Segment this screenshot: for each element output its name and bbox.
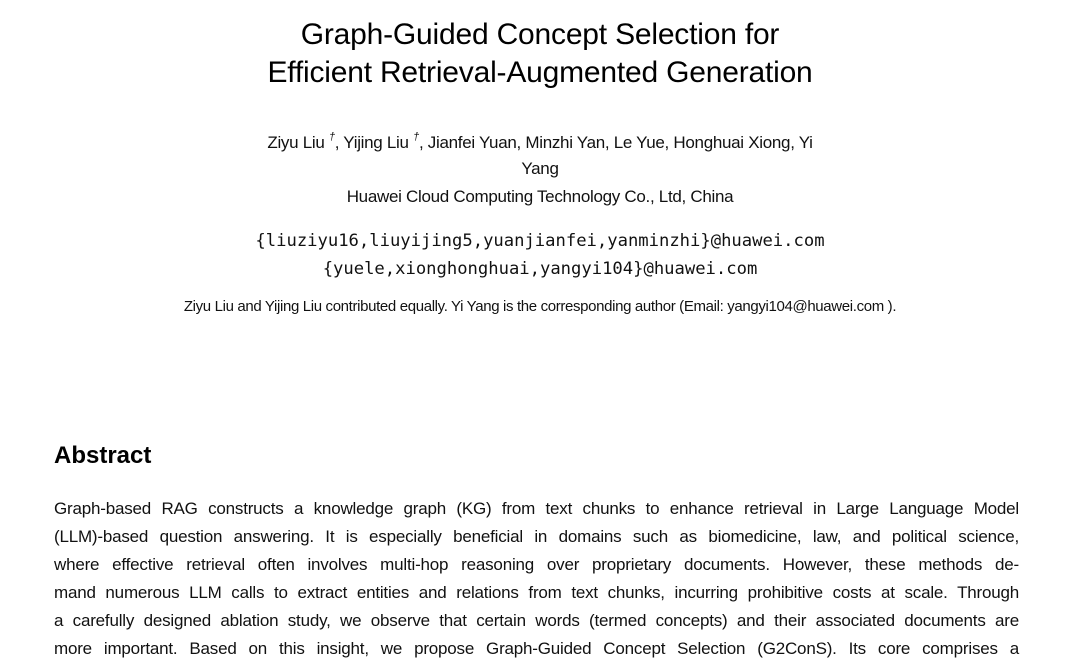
author-name: , Yijing Liu [334, 133, 409, 152]
paper-title-line-2: Efficient Retrieval-Augmented Generation [267, 56, 813, 89]
email-line-2: {yuele,xionghonghuai,yangyi104}@huawei.com [322, 259, 758, 279]
contribution-note: Ziyu Liu and Yijing Liu contributed equally. Yi Yang is the corresponding author (Email: yangyi104@huawei.com ). [183, 298, 897, 315]
author-name: Ziyu Liu [267, 133, 325, 152]
abstract-line: (LLM)-based question answering. It is especially beneficial in domains such as biomedicine, law, and political science, [54, 527, 1019, 546]
equal-contribution-mark: † [413, 131, 419, 143]
email-line-1: {liuziyu16,liuyijing5,yuanjianfei,yanminzhi}@huawei.com [255, 231, 825, 251]
paper-title-line-1: Graph-Guided Concept Selection for [300, 18, 780, 51]
author-list-line-1 [0, 131, 1080, 153]
abstract-heading: Abstract [54, 442, 152, 469]
abstract-line: a carefully designed ablation study, we observe that certain words (termed concepts) and their associated documents are [54, 611, 1019, 630]
abstract-line: more important. Based on this insight, we propose Graph-Guided Concept Selection (G2ConS). Its core comprises a [54, 639, 1019, 658]
abstract-line: where effective retrieval often involves multi-hop reasoning over proprietary documents. However, these methods de- [54, 555, 1019, 574]
author-list-line-2: Yang [521, 159, 559, 178]
abstract-line: mand numerous LLM calls to extract entities and relations from text chunks, incurring prohibitive costs at scale. Through [54, 583, 1019, 602]
abstract-line: Graph-based RAG constructs a knowledge graph (KG) from text chunks to enhance retrieval in Large Language Model [54, 499, 1019, 518]
equal-contribution-mark: † [328, 131, 335, 143]
affiliation: Huawei Cloud Computing Technology Co., Ltd, China [346, 187, 734, 206]
author-names: , Jianfei Yuan, Minzhi Yan, Le Yue, Honghuai Xiong, Yi [418, 133, 813, 152]
